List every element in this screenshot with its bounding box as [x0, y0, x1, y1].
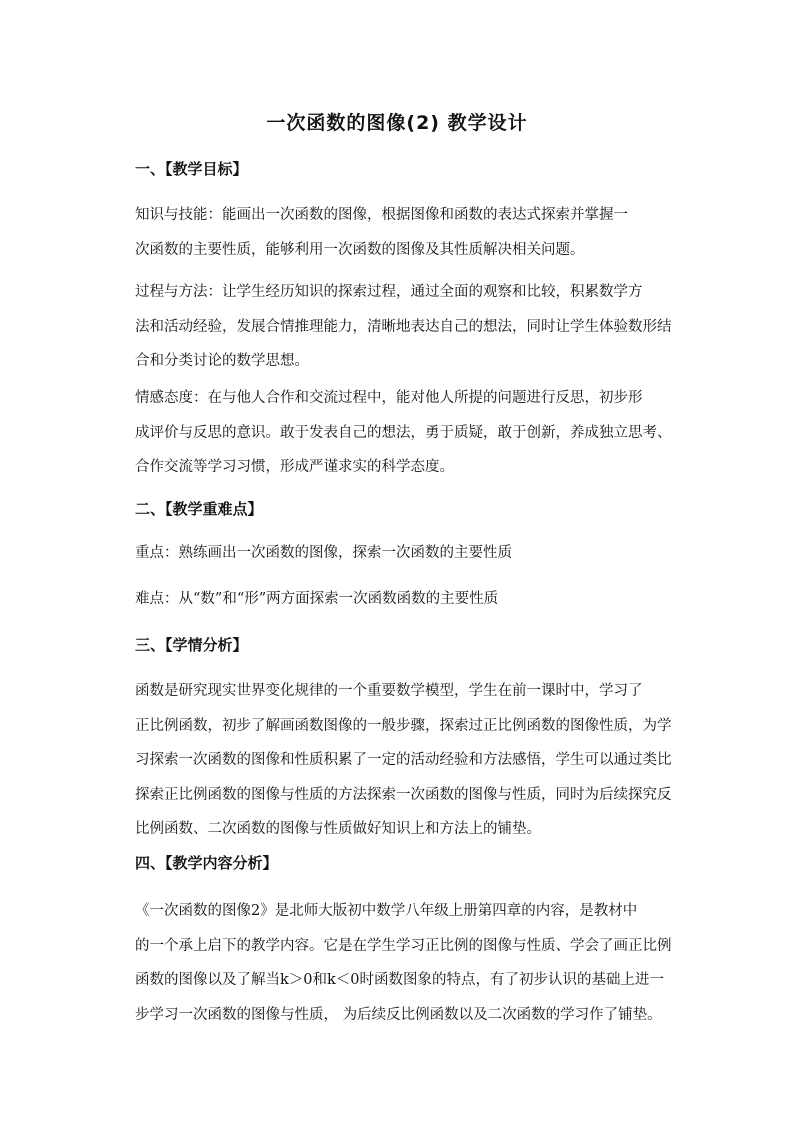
paragraph-learner-analysis	[135, 674, 695, 847]
section-heading-content-analysis: 四、【教学内容分析】	[135, 854, 278, 872]
text-line: 合作交流等学习习惯，形成严谨求实的科学态度。	[135, 459, 454, 475]
text-line: 难点：从“数”和“形”两方面探索一次函数函数的主要性质	[135, 591, 499, 607]
text-line: 函数是研究现实世界变化规律的一个重要数学模型，学生在前一课时中，学习了	[135, 683, 643, 699]
paragraph-knowledge-skills	[135, 198, 695, 267]
paragraph-process-methods	[135, 275, 695, 379]
text-line: 知识与技能：能画出一次函数的图像，根据图像和函数的表达式探索并掌握一	[135, 207, 628, 223]
section-heading-key-difficult-points: 二、【教学重难点】	[135, 500, 263, 518]
paragraph-difficult-point	[135, 582, 695, 617]
text-line: 《一次函数的图像2》是北师大版初中数学八年级上册第四章的内容，是教材中	[135, 903, 638, 919]
text-line: 合和分类讨论的数学思想。	[135, 353, 309, 369]
text-line: 函数的图像以及了解当k＞0和k＜0时函数图象的特点，有了初步认识的基础上进一	[135, 972, 665, 988]
page-title: 一次函数的图像(2) 教学设计	[266, 112, 528, 134]
paragraph-emotional-attitude	[135, 381, 695, 485]
text-line: 法和活动经验，发展合情推理能力，清晰地表达自己的想法，同时让学生体验数形结	[135, 318, 672, 335]
text-line: 探索正比例函数的图像与性质的方法探索一次函数的图像与性质，同时为后续探究反	[135, 786, 672, 803]
paragraph-key-point	[135, 536, 695, 571]
text-line: 的一个承上启下的教学内容。它是在学生学习正比例的图像与性质、学会了画正比例	[135, 937, 672, 954]
text-line: 成评价与反思的意识。敢于发表自己的想法，勇于质疑，敢于创新，养成独立思考、	[135, 424, 672, 441]
text-line: 比例函数、二次函数的图像与性质做好知识上和方法上的铺垫。	[135, 821, 541, 837]
text-line: 过程与方法：让学生经历知识的探索过程，通过全面的观察和比较，积累数学方	[135, 284, 643, 300]
text-line: 正比例函数，初步了解画函数图像的一般步骤，探索过正比例函数的图像性质，为学	[135, 717, 672, 734]
text-line: 步学习一次函数的图像与性质， 为后续反比例函数以及二次函数的学习作了铺垫。	[135, 1006, 662, 1023]
section-heading-objectives: 一、【教学目标】	[135, 160, 248, 178]
text-line: 习探索一次函数的图像和性质积累了一定的活动经验和方法感悟，学生可以通过类比	[135, 752, 672, 768]
text-line: 情感态度：在与他人合作和交流过程中，能对他人所提的问题进行反思，初步形	[135, 390, 643, 406]
paragraph-content-analysis	[135, 894, 695, 1032]
text-line: 次函数的主要性质，能够利用一次函数的图像及其性质解决相关问题。	[135, 241, 585, 258]
text-line: 重点：熟练画出一次函数的图像，探索一次函数的主要性质	[135, 545, 512, 561]
section-heading-learner-analysis: 三、【学情分析】	[135, 636, 248, 654]
